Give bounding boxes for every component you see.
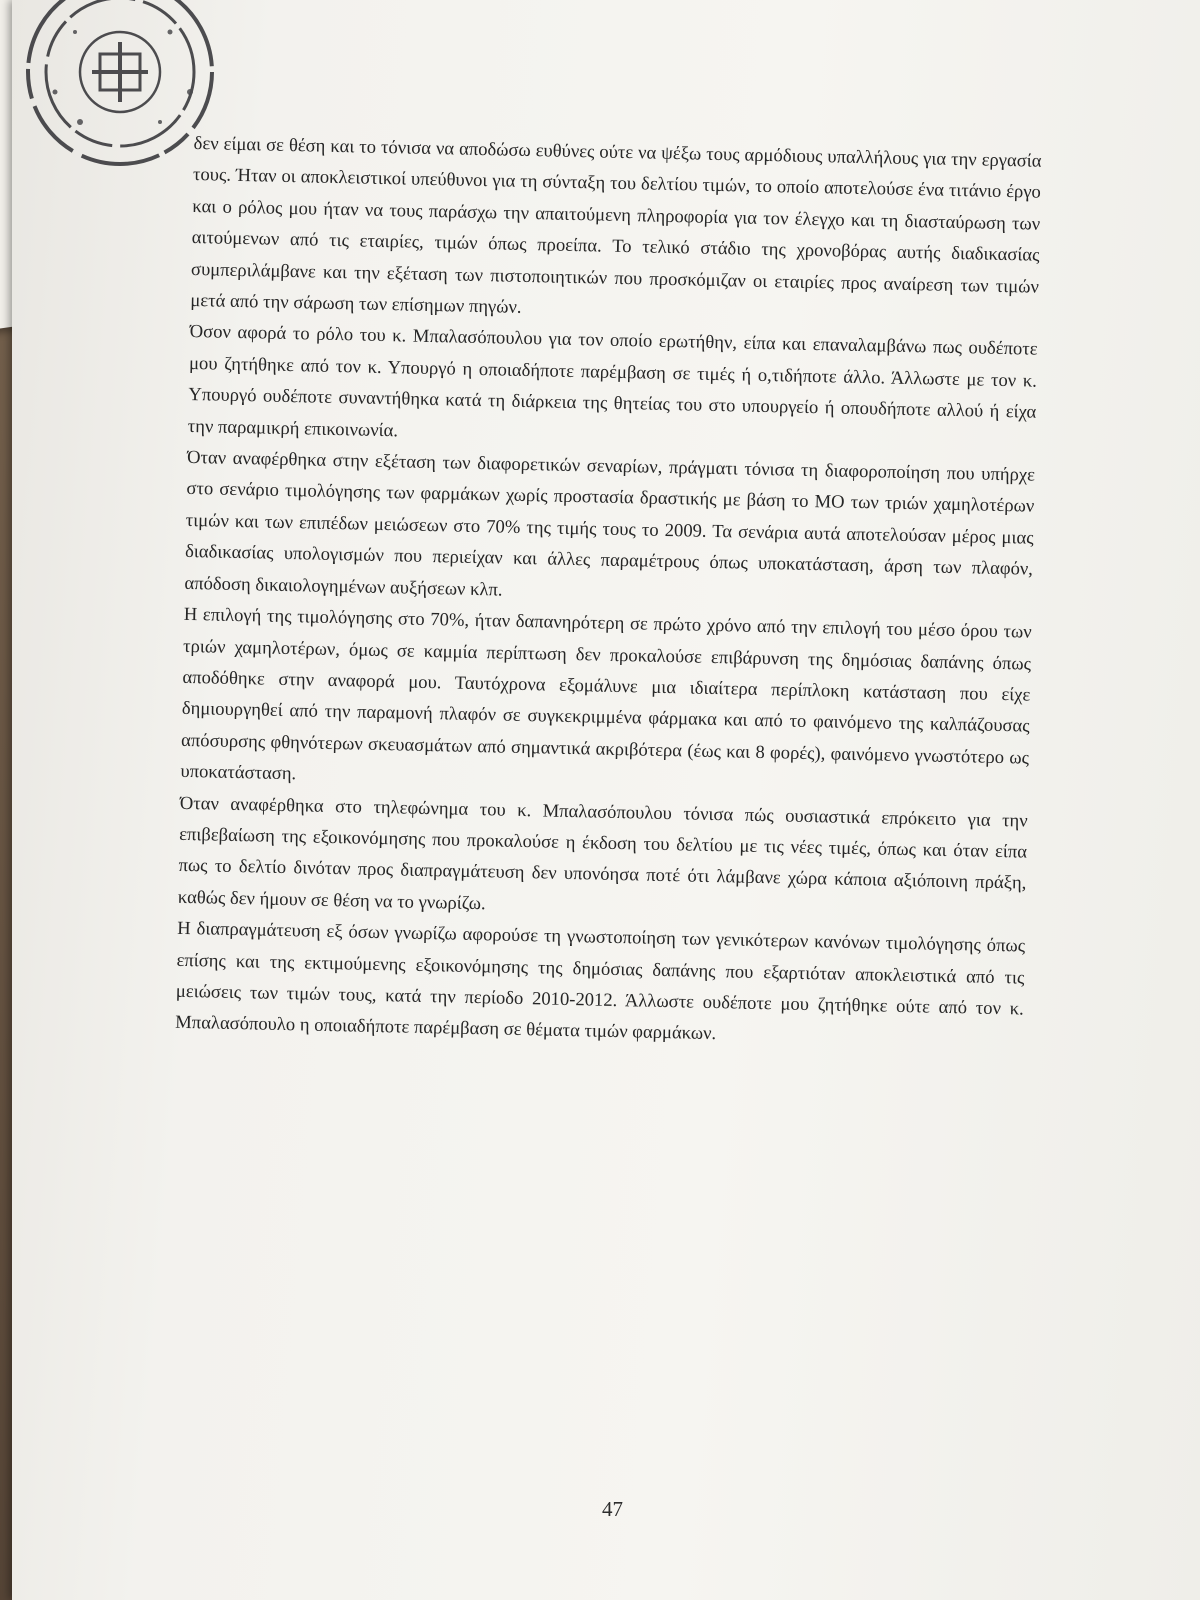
page-number: 47 bbox=[602, 1497, 623, 1521]
paragraph: Όσον αφορά το ρόλο του κ. Μπαλασόπουλου για τον οποίο ερωτήθην, είπα και επαναλαμβάνω πως ουδέποτε μου ζητήθηκε από τον κ. Υπουργό η οποιαδήποτε παρέμβαση σε τιμές ή ο,τιδήποτε άλλο. Άλλωστε με τον κ. Υπουργό ουδέποτε συναντήθηκα κατά τη διάρκεια της θητείας του στο υπουργείο ή οπουδήποτε αλλού ή είχα την παραμικρή επικοινωνία. bbox=[187, 321, 1038, 441]
paragraph: Όταν αναφέρθηκα στο τηλεφώνημα του κ. Μπαλασόπουλου τόνισα πώς ουσιαστικά επρόκειτο για την επιβεβαίωση της εξοικονόμησης που προκαλούσε η έκδοση του δελτίου με τις νέες τιμές, όπως και όταν είπα πως το δελτίο δινόταν προς διαπραγμάτευση δεν υπονόησα ποτέ ότι λάμβανε χώρα κάποια αξιόποινη πράξη, καθώς δεν ήμουν σε θέση να το γνωρίζω. bbox=[177, 792, 1028, 915]
document-page bbox=[12, 0, 1200, 1600]
paragraph: Όταν αναφέρθηκα στην εξέταση των διαφορετικών σεναρίων, πράγματι τόνισα τη διαφοροποίηση που υπήρχε στο σενάριο τιμολόγησης των φαρμάκων χωρίς προστασία δραστικής με βάση το ΜΟ των τριών χαμηλοτέρων τιμών και των επιπέδων μειώσεων στο 70% της τιμής τους το 2009. Τα σενάρια αυτά αποτελούσαν μέρος μιας διαδικασίας υπολογισμών που περιείχαν και άλλες παραμέτρους όπως υποκατάσταση, άρση των πλαφόν, απόδοση δικαιολογημένων αυξήσεων κλπ. bbox=[184, 446, 1036, 601]
paragraph: Η επιλογή της τιμολόγησης στο 70%, ήταν δαπανηρότερη σε πρώτο χρόνο από την επιλογή του μέσο όρου των τριών χαμηλοτέρων, όμως σε καμμία περίπτωση δεν προκαλούσε επιβάρυνση της δημόσιας δαπάνης όπως αποδόθηκε στην αναφορά μου. Ταυτόχρονα εξομάλυνε μια ιδιαίτερα περίπλοκη κατάσταση που είχε δημιουργηθεί από την παραμονή πλαφόν σε συγκεκριμμένα φάρμακα και από το φαινόμενο της καλπάζουσας απόσυρσης φθηνότερων σκευασμάτων από σημαντικά ακριβότερα (έως και 8 φορές), φαινόμενο γνωστότερο ως υποκατάσταση. bbox=[180, 603, 1032, 785]
official-stamp-seal bbox=[20, 0, 220, 172]
paragraph: δεν είμαι σε θέση και το τόνισα να αποδώσω ευθύνες ούτε να ψέξω τους αρμόδιους υπαλλήλους για την εργασία τους. Ήταν οι αποκλειστικοί υπεύθυνοι για τη σύνταξη του δελτίου τιμών, το οποίο αποτελούσε ένα τιτάνιο έργο και ο ρόλος μου ήταν να τους παράσχω την απαιτούμενη πληροφορία για τον έλεγχο και τη διασταύρωση των αιτούμενων από τις εταιρίες, τιμών όπως προείπα. Το τελικό στάδιο της χρονοβόρας αυτής διαδικασίας συμπεριλάμβανε και την εξέταση των πιστοποιητικών που προσκόμιζαν οι εταιρίες προς αναίρεση των τιμών μετά από την σάρωση των επίσημων πηγών. bbox=[190, 132, 1042, 318]
paragraph: Η διαπραγμάτευση εξ όσων γνωρίζω αφορούσε τη γνωστοποίηση των γενικότερων κανόνων τιμολόγησης όπως επίσης και της εκτιμούμενης εξοικονόμησης της δημόσιας δαπάνης που εξαρτιόταν αποκλειστικά από τις μειώσεις των τιμών τους, κατά την περίοδο 2010-2012. Άλλωστε ουδέποτε μου ζητήθηκε ούτε από τον κ. Μπαλασόπουλο η οποιαδήποτε παρέμβαση σε θέματα τιμών φαρμάκων. bbox=[175, 917, 1026, 1045]
body-text bbox=[175, 128, 1042, 1056]
